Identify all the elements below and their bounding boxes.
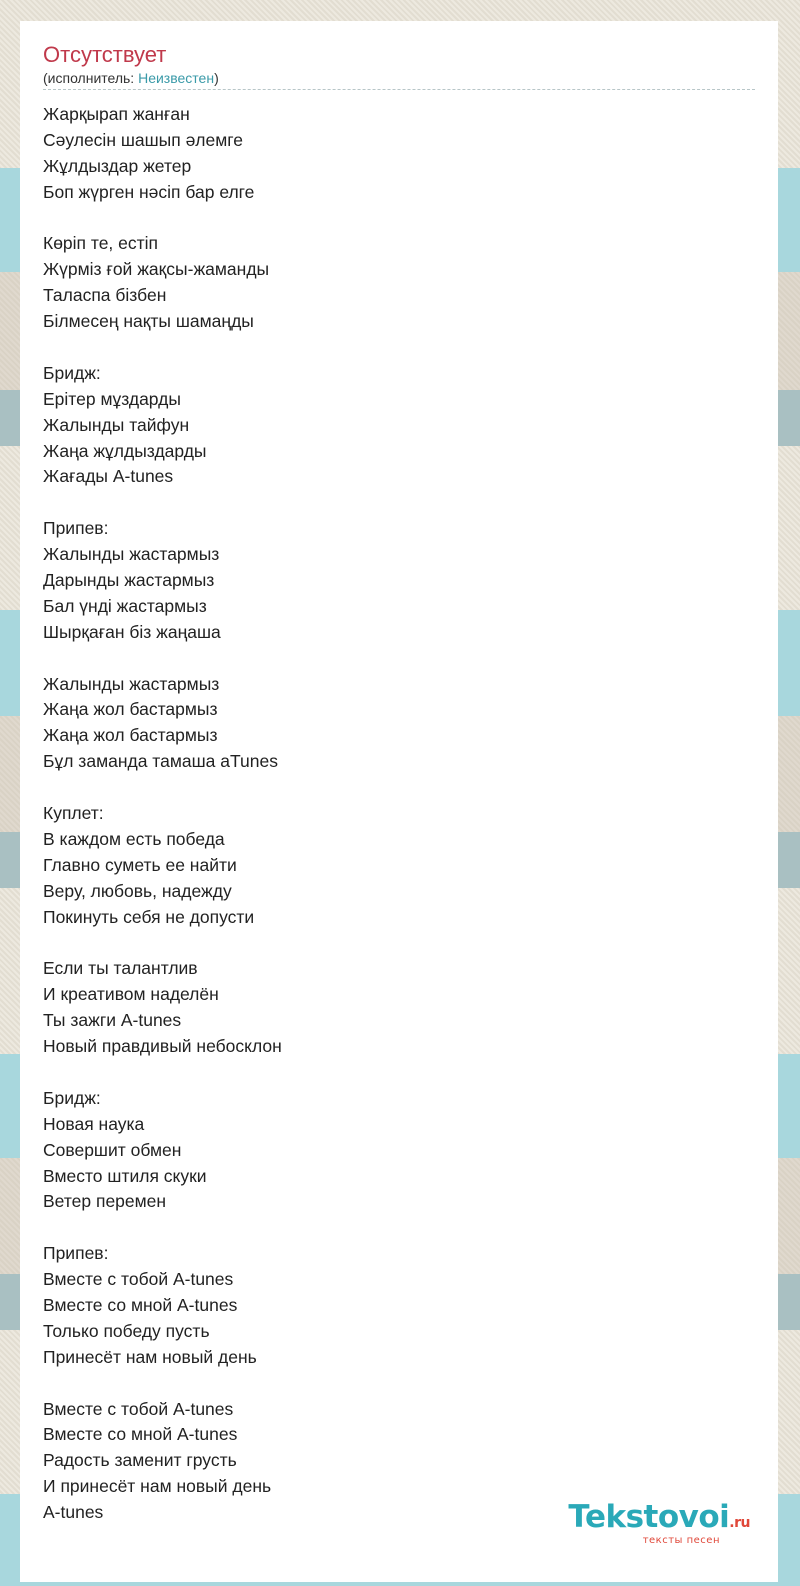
- artist-line: [43, 69, 755, 90]
- lyric-line: Вместо штиля скуки: [43, 1165, 207, 1186]
- lyric-line: Білмесең нақты шамаңды: [43, 311, 254, 332]
- lyric-line: Ты зажги A-tunes: [43, 1010, 182, 1031]
- lyric-line: Вместе с тобой A-tunes: [43, 1269, 234, 1290]
- logo-tagline: тексты песен: [642, 1535, 720, 1546]
- lyric-line: A-tunes: [43, 1502, 104, 1523]
- lyric-line: Сәулесін шашып әлемге: [43, 129, 244, 150]
- lyric-line: И принесёт нам новый день: [43, 1476, 272, 1497]
- lyric-line: Вместе со мной A-tunes: [43, 1424, 238, 1445]
- lyrics-card: [20, 21, 778, 1582]
- song-title: Отсутствует: [43, 42, 167, 67]
- lyric-line: Главно суметь ее найти: [43, 854, 237, 875]
- lyric-line: Вместе со мной A-tunes: [43, 1294, 238, 1315]
- lyric-line: Жарқырап жанған: [43, 104, 190, 124]
- lyric-line: Бридж:: [43, 1087, 101, 1108]
- artist-link[interactable]: Неизвестен: [138, 70, 215, 86]
- lyric-line: В каждом есть победа: [43, 828, 225, 849]
- stanza-break: [43, 1215, 778, 1241]
- stanza-break: [43, 1060, 778, 1086]
- stanza-break: [43, 206, 778, 232]
- stanza-break: [43, 1371, 778, 1397]
- lyric-line: Жұлдыздар жетер: [43, 155, 192, 176]
- artist-label: (исполнитель:: [43, 70, 139, 86]
- lyric-line: Совершит обмен: [43, 1139, 182, 1160]
- stanza-break: [43, 775, 778, 801]
- lyric-line: Припев:: [43, 1243, 109, 1264]
- lyric-line: Жаңа жол бастармыз: [43, 699, 218, 720]
- lyric-line: Жалынды тайфун: [43, 414, 190, 435]
- lyric-line: Новая наука: [43, 1113, 145, 1134]
- lyric-line: Жаңа жол бастармыз: [43, 725, 218, 746]
- lyric-line: Принесёт нам новый день: [43, 1346, 257, 1367]
- lyric-line: Радость заменит грусть: [43, 1450, 237, 1471]
- lyric-line: Көріп те, естіп: [43, 233, 159, 254]
- lyric-line: Шырқаған біз жаңаша: [43, 621, 221, 642]
- lyric-line: Бұл заманда тамаша aTunes: [43, 751, 278, 772]
- stanza-break: [43, 646, 778, 672]
- lyric-line: Бридж:: [43, 362, 101, 383]
- logo-wordmark: [568, 1501, 750, 1539]
- lyric-line: Куплет:: [43, 803, 104, 824]
- logo-tld: .ru: [729, 1515, 750, 1531]
- lyric-line: Жүрміз ғой жақсы-жаманды: [43, 259, 270, 280]
- lyric-line: Только победу пусть: [43, 1320, 210, 1341]
- site-logo[interactable]: [568, 1501, 750, 1546]
- lyric-line: Жағады A-tunes: [43, 466, 174, 487]
- lyric-line: Таласпа бізбен: [43, 285, 167, 306]
- lyric-line: Вместе с тобой A-tunes: [43, 1398, 234, 1419]
- lyric-line: Боп жүрген нәсіп бар елге: [43, 181, 255, 202]
- lyric-line: Веру, любовь, надежду: [43, 880, 232, 901]
- lyric-line: Ветер перемен: [43, 1191, 167, 1212]
- lyrics-text: [43, 102, 778, 1526]
- lyric-line: Жаңа жұлдыздарды: [43, 440, 207, 461]
- stanza-break: [43, 931, 778, 957]
- lyric-line: Новый правдивый небосклон: [43, 1036, 282, 1057]
- lyric-line: Покинуть себя не допусти: [43, 906, 255, 927]
- lyric-line: Жалынды жастармыз: [43, 544, 220, 565]
- logo-main-text: Tekstovoi: [568, 1499, 730, 1535]
- stanza-break: [43, 490, 778, 516]
- lyric-line: Дарынды жастармыз: [43, 570, 215, 591]
- lyric-line: И креативом наделён: [43, 984, 219, 1005]
- lyric-line: Ерітер мұздарды: [43, 388, 181, 409]
- artist-close: ): [214, 70, 219, 86]
- lyric-line: Жалынды жастармыз: [43, 673, 220, 694]
- lyric-line: Если ты талантлив: [43, 958, 198, 979]
- stanza-break: [43, 335, 778, 361]
- lyric-line: Припев:: [43, 518, 109, 539]
- lyric-line: Бал үнді жастармыз: [43, 595, 207, 616]
